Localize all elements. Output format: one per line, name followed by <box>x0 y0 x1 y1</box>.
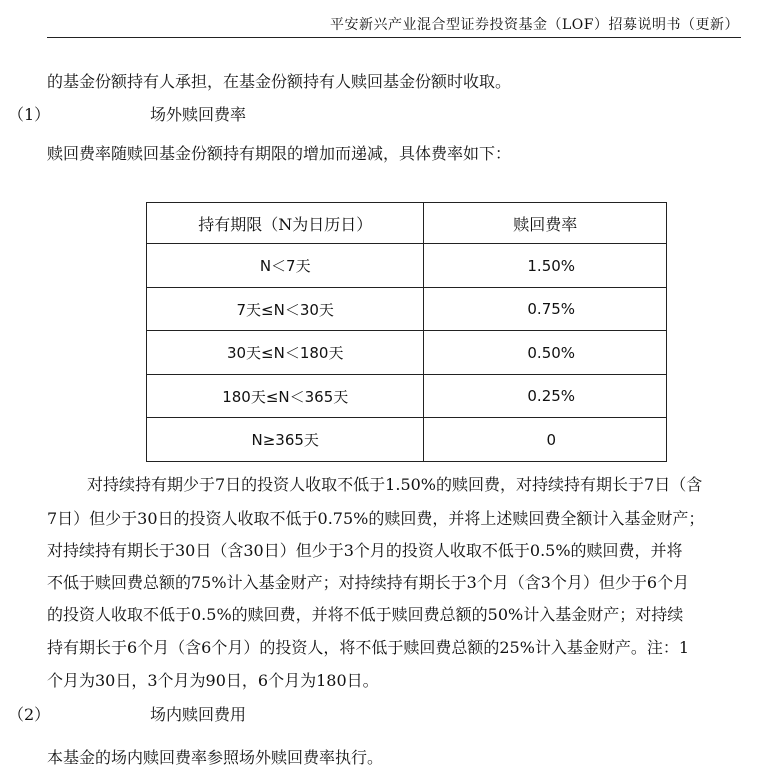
paragraph-line: 对持续持有期长于30日（含30日）但少于3个月的投资人收取不低于0.5%的赎回费，并将 <box>47 541 683 560</box>
table-cell-period: N＜7天 <box>147 244 424 288</box>
section-2-number: （2） <box>8 705 51 724</box>
section-1-number: （1） <box>8 105 51 124</box>
closing-text: 本基金的场内赎回费率参照场外赎回费率执行。 <box>47 748 384 767</box>
table-cell-period: N≥365天 <box>147 418 424 462</box>
table-header-row <box>147 203 667 244</box>
table-cell-rate: 1.50% <box>424 244 667 288</box>
table-row <box>147 418 667 462</box>
table-cell-rate: 0.50% <box>424 331 667 375</box>
section-1-title: 场外赎回费率 <box>150 105 247 124</box>
intro-text: 赎回费率随赎回基金份额持有期限的增加而递减，具体费率如下： <box>47 144 512 163</box>
table-row <box>147 287 667 331</box>
header-divider <box>47 37 741 38</box>
document-header-title: 平安新兴产业混合型证券投资基金（LOF）招募说明书（更新） <box>330 17 739 33</box>
paragraph-line: 的投资人收取不低于0.5%的赎回费，并将不低于赎回费总额的50%计入基金财产；对持续 <box>47 605 684 624</box>
table-cell-period: 180天≤N＜365天 <box>147 374 424 418</box>
table-header-period: 持有期限（N为日历日） <box>147 203 424 244</box>
redemption-fee-table <box>146 202 667 462</box>
table-header-rate: 赎回费率 <box>424 203 667 244</box>
table-row <box>147 331 667 375</box>
paragraph-line: 对持续持有期少于7日的投资人收取不低于1.50%的赎回费，对持续持有期长于7日（含 <box>87 475 703 494</box>
continuation-text: 的基金份额持有人承担，在基金份额持有人赎回基金份额时收取。 <box>47 72 512 91</box>
paragraph-line: 7日）但少于30日的投资人收取不低于0.75%的赎回费，并将上述赎回费全额计入基金财产； <box>47 509 705 528</box>
paragraph-line: 个月为30日，3个月为90日，6个月为180日。 <box>47 671 379 690</box>
table-cell-period: 7天≤N＜30天 <box>147 287 424 331</box>
table-cell-rate: 0.25% <box>424 374 667 418</box>
section-2-title: 场内赎回费用 <box>150 705 247 724</box>
paragraph-line: 不低于赎回费总额的75%计入基金财产；对持续持有期长于3个月（含3个月）但少于6个月 <box>47 573 690 592</box>
table-cell-rate: 0 <box>424 418 667 462</box>
table-row <box>147 244 667 288</box>
paragraph-line: 持有期长于6个月（含6个月）的投资人，将不低于赎回费总额的25%计入基金财产。注：1 <box>47 638 690 657</box>
table-cell-period: 30天≤N＜180天 <box>147 331 424 375</box>
table-cell-rate: 0.75% <box>424 287 667 331</box>
table-row <box>147 374 667 418</box>
